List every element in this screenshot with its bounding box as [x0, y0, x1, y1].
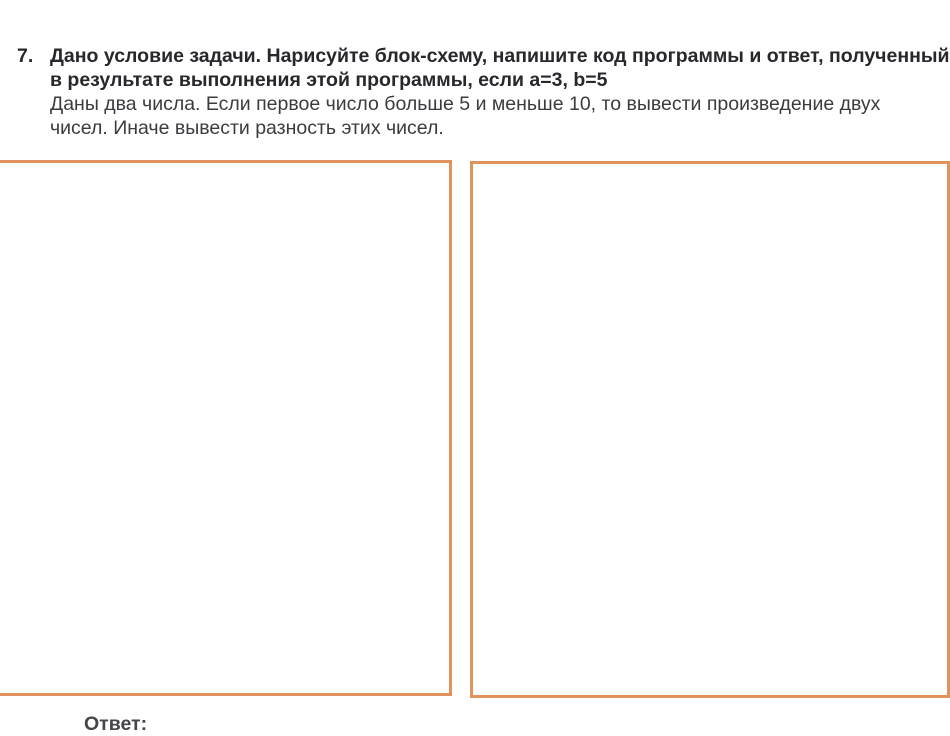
- problem-number: 7.: [17, 45, 34, 67]
- clipped-answer-label: Ответ:: [84, 713, 148, 735]
- flowchart-answer-box: [0, 160, 452, 696]
- code-answer-box: [470, 161, 950, 698]
- problem-condition-line-2: чисел. Иначе вывести разность этих чисел.: [50, 117, 444, 139]
- problem-condition-line-1: Даны два числа. Если первое число больше 5 и меньше 10, то вывести произведение двух: [50, 93, 881, 115]
- problem-task-line-1: Дано условие задачи. Нарисуйте блок-схему, напишите код программы и ответ, полученный: [50, 45, 950, 67]
- problem-task-line-2: в результате выполнения этой программы, если a=3, b=5: [50, 69, 608, 91]
